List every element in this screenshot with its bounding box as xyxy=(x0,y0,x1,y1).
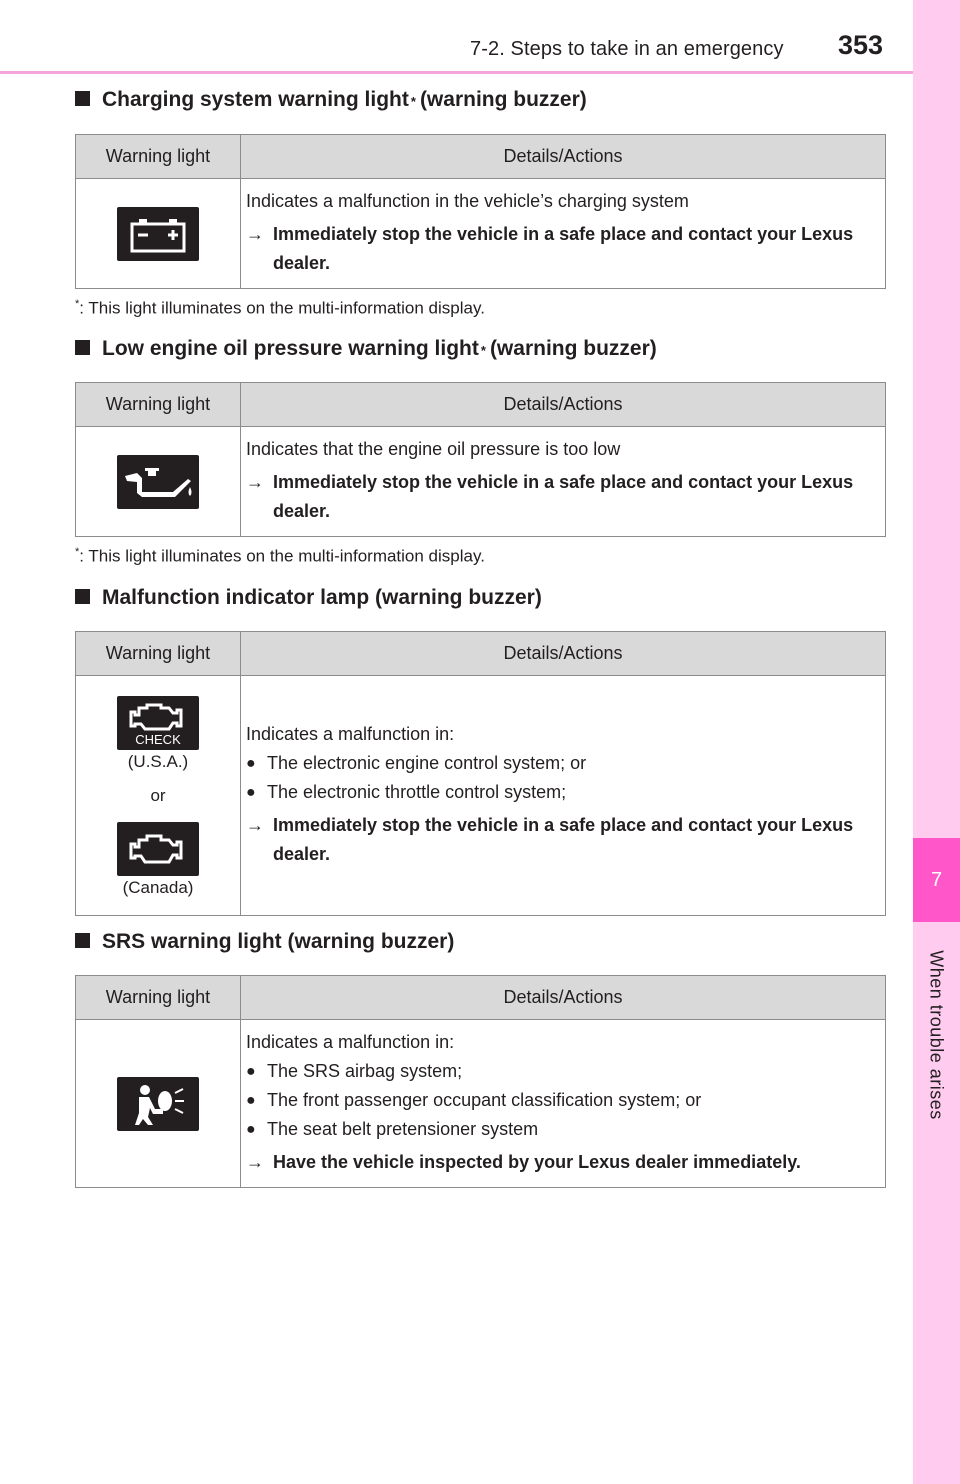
bullet-icon: ● xyxy=(246,1121,256,1138)
action-line xyxy=(246,811,879,869)
section-title-malfunction xyxy=(75,586,542,610)
warning-light-cell xyxy=(76,1020,241,1188)
col-header-details: Details/Actions xyxy=(241,383,886,427)
action-text: Immediately stop the vehicle in a safe place and contact your Lexus dealer. xyxy=(273,472,854,521)
section-path: 7-2. Steps to take in an emergency xyxy=(470,38,784,60)
warning-table-oil-pressure xyxy=(75,382,886,537)
warning-light-cell xyxy=(76,179,241,289)
page-number: 353 xyxy=(838,30,884,60)
section-title-charging xyxy=(75,88,587,112)
label-or: or xyxy=(150,785,166,805)
oil-can-icon xyxy=(117,455,199,509)
footnote-charging xyxy=(75,298,485,319)
section-title-text: Low engine oil pressure warning light xyxy=(102,337,479,360)
col-header-warning-light: Warning light xyxy=(76,632,241,676)
label-usa: (U.S.A.) xyxy=(127,751,189,771)
details-cell xyxy=(241,427,886,537)
action-text: Immediately stop the vehicle in a safe place and contact your Lexus dealer. xyxy=(273,815,854,864)
details-text: Indicates a malfunction in: xyxy=(246,724,455,744)
footnote-mark: * xyxy=(410,94,416,109)
bullet-text: The electronic throttle control system; xyxy=(267,782,567,802)
section-title-text: SRS warning light (warning buzzer) xyxy=(102,930,455,953)
srs-airbag-icon xyxy=(117,1077,199,1131)
square-bullet-icon xyxy=(75,91,90,106)
col-header-warning-light: Warning light xyxy=(76,976,241,1020)
warning-light-cell xyxy=(76,427,241,537)
warning-table-malfunction xyxy=(75,631,886,916)
engine-icon xyxy=(117,822,199,876)
arrow-icon: → xyxy=(246,1152,264,1172)
footnote-text: : This light illuminates on the multi-information display. xyxy=(79,546,485,566)
square-bullet-icon xyxy=(75,933,90,948)
warning-light-cell xyxy=(76,676,241,916)
chapter-label: When trouble arises xyxy=(926,950,947,1120)
warning-table-charging xyxy=(75,134,886,289)
arrow-icon: → xyxy=(246,472,264,492)
square-bullet-icon xyxy=(75,589,90,604)
action-line xyxy=(246,468,879,526)
details-text: Indicates a malfunction in the vehicle’s charging system xyxy=(246,191,689,211)
bullet-icon: ● xyxy=(246,1063,256,1080)
check-engine-icon xyxy=(117,696,199,750)
footnote-mark: * xyxy=(480,343,486,358)
square-bullet-icon xyxy=(75,340,90,355)
section-title-suffix: (warning buzzer) xyxy=(489,337,657,360)
col-header-warning-light: Warning light xyxy=(76,383,241,427)
warning-table-srs xyxy=(75,975,886,1188)
chapter-tab: 7 xyxy=(913,838,960,922)
footnote-text: : This light illuminates on the multi-information display. xyxy=(79,298,485,318)
check-label: CHECK xyxy=(135,731,181,747)
col-header-warning-light: Warning light xyxy=(76,135,241,179)
header-divider xyxy=(0,71,913,74)
section-title-text: Malfunction indicator lamp (warning buzzer) xyxy=(102,586,542,609)
details-cell xyxy=(241,179,886,289)
label-canada: (Canada) xyxy=(122,877,194,897)
bullet-text: The front passenger occupant classification system; or xyxy=(267,1090,702,1110)
footnote-mark: * xyxy=(75,546,80,558)
bullet-text: The electronic engine control system; or xyxy=(267,753,587,773)
side-band xyxy=(913,0,960,1484)
bullet-icon: ● xyxy=(246,784,256,801)
arrow-icon: → xyxy=(246,224,264,244)
bullet-item xyxy=(246,1086,879,1115)
arrow-icon: → xyxy=(246,815,264,835)
action-line xyxy=(246,220,879,278)
details-text: Indicates a malfunction in: xyxy=(246,1032,455,1052)
col-header-details: Details/Actions xyxy=(241,632,886,676)
bullet-item xyxy=(246,1115,879,1144)
details-cell xyxy=(241,1020,886,1188)
footnote-mark: * xyxy=(75,298,80,310)
battery-icon xyxy=(117,207,199,261)
section-title-suffix: (warning buzzer) xyxy=(419,88,587,111)
bullet-text: The SRS airbag system; xyxy=(267,1061,463,1081)
section-title-text: Charging system warning light xyxy=(102,88,409,111)
action-line xyxy=(246,1148,879,1177)
action-text: Have the vehicle inspected by your Lexus dealer immediately. xyxy=(273,1152,801,1172)
bullet-item xyxy=(246,749,879,778)
footnote-oil-pressure xyxy=(75,546,485,567)
col-header-details: Details/Actions xyxy=(241,135,886,179)
bullet-item xyxy=(246,1057,879,1086)
bullet-item xyxy=(246,778,879,807)
details-cell xyxy=(241,676,886,916)
col-header-details: Details/Actions xyxy=(241,976,886,1020)
section-title-oil-pressure xyxy=(75,337,657,361)
bullet-icon: ● xyxy=(246,755,256,772)
bullet-icon: ● xyxy=(246,1092,256,1109)
bullet-text: The seat belt pretensioner system xyxy=(267,1119,539,1139)
section-title-srs xyxy=(75,930,454,954)
action-text: Immediately stop the vehicle in a safe place and contact your Lexus dealer. xyxy=(273,224,854,273)
details-text: Indicates that the engine oil pressure is too low xyxy=(246,439,621,459)
